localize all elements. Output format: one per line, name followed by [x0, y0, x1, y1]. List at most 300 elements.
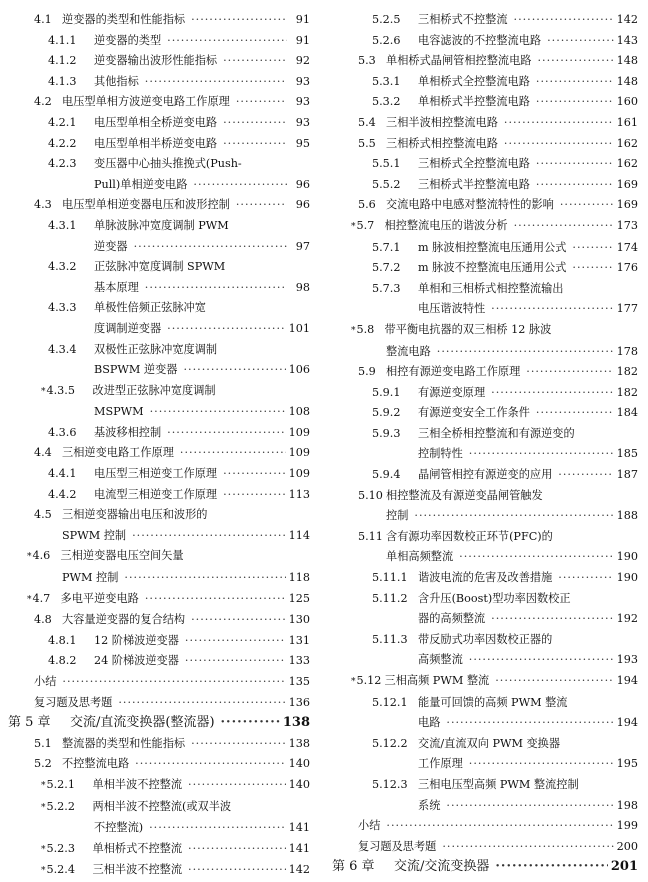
toc-entry[interactable] — [332, 424, 638, 465]
toc-entry[interactable] — [8, 443, 310, 464]
dot-leader — [145, 72, 287, 93]
section-title: 24 阶梯波逆变器 — [94, 654, 179, 668]
section-title: 含升压(Boost)型功率因数校正 — [418, 591, 571, 605]
section-number: 5.2.5 — [372, 13, 401, 26]
page-number: 177 — [616, 302, 638, 316]
section-title: 晶闸管相控有源逆变的应用 — [418, 468, 553, 482]
page-number: 131 — [288, 633, 310, 647]
section-title: m 脉波相控整流电压通用公式 — [418, 240, 567, 254]
dot-leader — [491, 383, 614, 404]
dot-leader — [504, 113, 614, 134]
page-number: 136 — [288, 695, 310, 709]
section-number: 5.2.1 — [46, 777, 75, 791]
toc-entry[interactable] — [332, 383, 638, 404]
dot-leader — [132, 526, 286, 547]
toc-entry[interactable] — [8, 257, 310, 298]
section-title: 有源逆变原理 — [418, 385, 486, 399]
page-number: 140 — [288, 757, 310, 771]
toc-entry[interactable] — [8, 464, 310, 485]
toc-entry[interactable] — [8, 651, 310, 672]
section-number: 5.2.4 — [46, 863, 75, 877]
dot-leader — [236, 92, 287, 113]
section-title-continued: 单相高频整流 — [386, 550, 454, 564]
dot-leader — [191, 734, 286, 755]
page-number: 199 — [616, 819, 638, 833]
dot-leader — [560, 195, 614, 216]
page-number: 176 — [616, 261, 638, 275]
dot-leader — [124, 568, 285, 589]
section-number: 5.12.3 — [372, 777, 408, 791]
page-number: 138 — [282, 715, 310, 731]
toc-entry[interactable] — [332, 693, 638, 734]
dot-leader — [536, 92, 614, 113]
toc-entry[interactable] — [332, 734, 638, 775]
toc-entry[interactable] — [332, 671, 638, 693]
toc-entry[interactable] — [8, 589, 310, 611]
page-number: 93 — [295, 115, 310, 129]
section-number: 5.5.1 — [372, 157, 401, 171]
section-title: 交流/交流变换器 — [394, 859, 490, 875]
page-number: 198 — [616, 798, 638, 812]
page-number: 182 — [616, 365, 638, 379]
page-number: 185 — [616, 447, 638, 461]
toc-entry[interactable] — [332, 837, 638, 858]
optional-marker: * — [41, 386, 46, 397]
section-title: 电压型三相逆变工作原理 — [94, 467, 218, 481]
toc-entry[interactable] — [8, 485, 310, 506]
dot-leader — [223, 464, 286, 485]
section-title: 三相全桥相控整流和有源逆变的 — [418, 426, 575, 440]
dot-leader — [145, 278, 287, 299]
page-number: 95 — [295, 136, 310, 150]
dot-leader — [167, 31, 287, 52]
page-number: 200 — [616, 839, 638, 853]
section-title-continued: 控制特性 — [418, 447, 463, 461]
dot-leader — [536, 154, 614, 175]
page-number: 91 — [295, 33, 310, 47]
page-number: 201 — [610, 859, 638, 875]
section-title-continued: 电路 — [418, 716, 441, 730]
toc-entry[interactable] — [8, 797, 310, 839]
page-number: 193 — [616, 653, 638, 667]
section-title: 电压型单相方波逆变电路工作原理 — [62, 95, 230, 109]
section-number: 5.6 — [358, 198, 376, 212]
dot-leader — [223, 485, 286, 506]
page-number: 141 — [288, 841, 310, 855]
section-title: 单相桥式不控整流 — [92, 841, 183, 855]
toc-entry[interactable] — [332, 465, 638, 486]
page-number: 114 — [288, 528, 310, 542]
page-number: 178 — [616, 344, 638, 358]
section-number: 5.4 — [358, 115, 376, 129]
page-number: 192 — [616, 612, 638, 626]
toc-entry[interactable] — [8, 734, 310, 755]
toc-entry[interactable] — [8, 216, 310, 257]
dot-leader — [437, 342, 614, 363]
toc-entry[interactable] — [8, 423, 310, 444]
page-number: 169 — [616, 177, 638, 191]
page-number: 109 — [288, 425, 310, 439]
section-title: 交流/直流变换器(整流器) — [70, 715, 215, 731]
optional-marker: * — [351, 677, 356, 687]
toc-entry[interactable] — [332, 113, 638, 134]
toc-entry[interactable] — [332, 362, 638, 383]
section-title-continued: Pull)单相逆变电路 — [94, 177, 188, 191]
toc-entry[interactable] — [8, 505, 310, 546]
page-number: 174 — [616, 240, 638, 254]
section-number: 5.11 — [358, 529, 383, 543]
section-title: 复习题及思考题 — [34, 695, 113, 709]
toc-entry[interactable] — [8, 31, 310, 52]
dot-leader — [167, 319, 286, 340]
optional-marker: * — [351, 325, 356, 336]
section-number: 4.3 — [34, 198, 52, 212]
section-title-continued: PWM 控制 — [62, 571, 119, 585]
dot-leader — [386, 816, 613, 837]
page-number: 113 — [288, 487, 310, 501]
section-number: 4.1.1 — [48, 33, 77, 47]
section-title: 相控整流电压的谐波分析 — [384, 218, 508, 232]
page-number: 188 — [616, 509, 638, 523]
page-number: 109 — [288, 446, 310, 460]
section-number: 5.7 — [356, 218, 375, 232]
toc-entry[interactable] — [332, 403, 638, 424]
section-title: 电压型单相逆变器电压和波形控制 — [62, 198, 230, 212]
page-number: 135 — [288, 675, 310, 688]
section-number: 4.3.3 — [48, 301, 77, 315]
section-title: 整流器的类型和性能指标 — [62, 736, 186, 750]
page-number: 182 — [616, 385, 638, 399]
dot-leader — [469, 754, 614, 775]
section-title: 三相电压型高频 PWM 整流控制 — [418, 777, 579, 791]
page-number: 169 — [616, 198, 638, 212]
toc-left-column — [8, 10, 310, 882]
toc-entry[interactable] — [8, 754, 310, 775]
section-number: 4.5 — [34, 508, 52, 522]
dot-leader — [469, 444, 614, 465]
section-title: 三相半波不控整流 — [92, 863, 183, 877]
toc-entry[interactable] — [8, 631, 310, 652]
section-title: 复习题及思考题 — [358, 839, 437, 853]
page-number: 98 — [295, 280, 310, 294]
section-number: 4.2.3 — [48, 157, 77, 171]
toc-entry[interactable] — [332, 589, 638, 630]
section-title: 能量可回馈的高频 PWM 整流 — [418, 695, 568, 709]
page-number: 162 — [616, 157, 638, 171]
section-title-continued: 基本原理 — [94, 280, 139, 294]
section-title-continued: 逆变器 — [94, 239, 128, 253]
toc-entry[interactable] — [8, 10, 310, 31]
page-number: 91 — [295, 13, 310, 26]
page-number: 187 — [616, 468, 638, 482]
dot-leader — [185, 651, 286, 672]
section-title: 小结 — [358, 819, 381, 833]
section-number: 5.9.3 — [372, 426, 401, 440]
page-number: 125 — [288, 591, 310, 605]
toc-entry[interactable] — [332, 175, 638, 196]
page-number: 97 — [295, 239, 310, 253]
section-title: 三相逆变器电压空间矢量 — [60, 549, 184, 563]
section-title: 逆变器输出波形性能指标 — [94, 54, 218, 68]
toc-right-column — [332, 10, 638, 878]
page-number: 109 — [288, 467, 310, 481]
section-number: 5.5 — [358, 136, 376, 150]
dot-leader — [167, 423, 286, 444]
chapter-number: 第 5 章 — [8, 715, 51, 731]
section-number: 4.3.6 — [48, 425, 77, 439]
dot-leader — [185, 631, 286, 652]
section-title-continued: 不控整流) — [94, 821, 144, 835]
section-title: 基波移相控制 — [94, 425, 162, 439]
toc-entry[interactable] — [332, 320, 638, 362]
section-title: 三相桥式不控整流 — [418, 13, 508, 26]
section-number: 4.4 — [34, 446, 52, 460]
section-title: 单相桥式半控整流电路 — [418, 95, 530, 109]
toc-entry[interactable] — [332, 195, 638, 216]
section-number: 5.5.2 — [372, 177, 401, 191]
section-number: 5.12 — [356, 674, 382, 687]
toc-entry[interactable] — [332, 92, 638, 113]
section-number: 4.7 — [32, 591, 51, 605]
dot-leader — [236, 195, 287, 216]
section-title: 交流电路中电感对整流特性的影响 — [386, 198, 554, 212]
page-number: 148 — [616, 74, 638, 88]
section-title-continued: 高频整流 — [418, 653, 463, 667]
toc-entry[interactable] — [8, 546, 310, 588]
section-number: 4.4.2 — [48, 487, 77, 501]
page-number: 101 — [288, 321, 310, 335]
section-number: 4.2 — [34, 95, 52, 109]
dot-leader — [514, 216, 614, 237]
toc-entry[interactable] — [8, 860, 310, 882]
page-number: 194 — [616, 674, 638, 687]
section-title: 三相半波相控整流电路 — [386, 115, 498, 129]
section-number: 5.2.6 — [372, 33, 401, 47]
toc-entry[interactable] — [332, 216, 638, 238]
toc-entry[interactable] — [8, 693, 310, 714]
section-number: 4.8 — [34, 613, 52, 627]
toc-entry[interactable] — [332, 238, 638, 259]
section-title: 带反励式功率因数校正器的 — [418, 632, 553, 646]
section-title: 有源逆变安全工作条件 — [418, 406, 530, 420]
page-number: 162 — [616, 136, 638, 150]
section-title: 逆变器的类型和性能指标 — [62, 13, 186, 26]
section-title: 多电平逆变电路 — [60, 591, 139, 605]
section-title: 电流型三相逆变工作原理 — [94, 487, 218, 501]
toc-entry[interactable] — [8, 195, 310, 216]
section-title: 单相桥式全控整流电路 — [418, 74, 530, 88]
toc-entry[interactable] — [332, 775, 638, 816]
toc-entry[interactable] — [8, 298, 310, 339]
dot-leader — [491, 609, 614, 630]
page-number: 130 — [288, 613, 310, 627]
section-title: 带平衡电抗器的双三相桥 12 脉波 — [384, 322, 552, 336]
dot-leader — [469, 650, 614, 671]
section-number: 5.7.1 — [372, 240, 401, 254]
optional-marker: * — [41, 780, 46, 791]
toc-entry[interactable] — [8, 113, 310, 134]
section-title: 不控整流电路 — [62, 757, 130, 771]
section-title: 单极性倍频正弦脉冲宽 — [94, 301, 206, 315]
section-title-continued: 工作原理 — [418, 757, 463, 771]
dot-leader — [414, 506, 613, 527]
section-number: 4.3.1 — [48, 218, 77, 232]
section-title: 相控整流及有源逆变晶闸管触发 — [386, 488, 543, 502]
dot-leader — [118, 693, 285, 714]
section-title: 小结 — [34, 675, 57, 688]
toc-entry[interactable] — [332, 527, 638, 568]
toc-entry[interactable] — [332, 72, 638, 93]
section-number: 5.9.1 — [372, 385, 401, 399]
section-title: 正弦脉冲宽度调制 SPWM — [94, 260, 226, 274]
dot-leader — [223, 113, 287, 134]
toc-entry[interactable] — [8, 51, 310, 72]
dot-leader — [446, 796, 613, 817]
dot-leader — [537, 51, 613, 72]
section-number: 5.9.2 — [372, 406, 401, 420]
section-number: 5.9.4 — [372, 468, 401, 482]
section-title-continued: 器的高频整流 — [418, 612, 486, 626]
section-number: 4.2.1 — [48, 115, 77, 129]
dot-leader — [193, 175, 287, 196]
dot-leader — [558, 568, 613, 589]
dot-leader — [150, 402, 286, 423]
section-number: 4.1 — [34, 13, 52, 26]
section-title: 电压型单相半桥逆变电路 — [94, 136, 218, 150]
dot-leader — [459, 547, 614, 568]
toc-entry[interactable] — [8, 340, 310, 381]
toc-entry[interactable] — [332, 31, 638, 52]
section-title: 电容滤波的不控整流电路 — [418, 33, 542, 47]
dot-leader — [514, 10, 614, 31]
dot-leader — [504, 134, 614, 155]
section-title-continued: MSPWM — [94, 405, 144, 419]
section-title: 12 阶梯波逆变器 — [94, 633, 179, 647]
section-number: 5.3 — [358, 54, 376, 68]
section-title: 三相桥式相控整流电路 — [386, 136, 498, 150]
section-title: 单相半波不控整流 — [92, 777, 183, 791]
toc-entry[interactable] — [332, 816, 638, 837]
section-title: m 脉波不控整流电压通用公式 — [418, 261, 567, 275]
toc-entry[interactable] — [8, 72, 310, 93]
section-number: 4.8.2 — [48, 654, 77, 668]
section-title: 单脉波脉冲宽度调制 PWM — [94, 218, 229, 232]
section-title: 三相逆变器输出电压和波形的 — [62, 508, 208, 522]
section-title: 相控有源逆变电路工作原理 — [386, 365, 521, 379]
section-number: 5.2 — [34, 757, 52, 771]
section-title: 谐波电流的危害及改善措施 — [418, 571, 553, 585]
section-number: 4.8.1 — [48, 633, 77, 647]
section-number: 5.11.3 — [372, 632, 408, 646]
page-number: 194 — [616, 716, 638, 730]
toc-entry[interactable] — [8, 154, 310, 195]
section-number: 5.1 — [34, 736, 52, 750]
section-title: 含有源功率因数校正环节(PFC)的 — [386, 529, 553, 543]
section-number: 5.2.3 — [46, 841, 75, 855]
toc-entry[interactable] — [8, 672, 310, 693]
dot-leader — [221, 713, 280, 734]
toc-entry[interactable] — [332, 258, 638, 279]
section-title: 三相桥式全控整流电路 — [418, 157, 530, 171]
toc-entry[interactable] — [8, 381, 310, 423]
page-number: 138 — [288, 736, 310, 750]
section-title: 变压器中心抽头推挽式(Push- — [94, 157, 242, 171]
section-number: 5.12.2 — [372, 736, 408, 750]
page-number: 148 — [616, 54, 638, 68]
page-number: 141 — [288, 821, 310, 835]
toc-entry[interactable] — [8, 610, 310, 631]
section-number: 4.2.2 — [48, 136, 77, 150]
toc-entry[interactable] — [332, 279, 638, 320]
toc-entry[interactable] — [332, 51, 638, 72]
dot-leader — [495, 671, 613, 692]
page-number: 184 — [616, 406, 638, 420]
page-number: 190 — [616, 550, 638, 564]
optional-marker: * — [41, 802, 46, 813]
dot-leader — [536, 175, 614, 196]
dot-leader — [135, 754, 286, 775]
section-title: 三相逆变电路工作原理 — [62, 446, 174, 460]
section-number: 4.3.5 — [46, 383, 75, 397]
toc-entry[interactable] — [8, 839, 310, 861]
page-number: 173 — [616, 218, 638, 232]
toc-chapter-entry[interactable] — [332, 857, 638, 878]
toc-entry[interactable] — [332, 134, 638, 155]
section-number: 5.3.2 — [372, 95, 401, 109]
toc-entry[interactable] — [8, 92, 310, 113]
dot-leader — [191, 610, 286, 631]
dot-leader — [149, 818, 286, 839]
section-title-continued: 系统 — [418, 798, 441, 812]
optional-marker: * — [27, 594, 32, 605]
section-number: 5.7.3 — [372, 281, 401, 295]
page-number: 96 — [295, 198, 310, 212]
page-number: 93 — [295, 95, 310, 109]
section-title-continued: BSPWM 逆变器 — [94, 363, 178, 377]
section-number: 5.7.2 — [372, 261, 401, 275]
dot-leader — [191, 10, 287, 31]
dot-leader — [188, 775, 286, 796]
page-number: 195 — [616, 757, 638, 771]
page-number: 118 — [288, 571, 310, 585]
toc-chapter-entry[interactable] — [8, 713, 310, 734]
toc-entry[interactable] — [332, 630, 638, 671]
dot-leader — [223, 51, 287, 72]
toc-entry[interactable] — [332, 486, 638, 527]
page-number: 133 — [288, 654, 310, 668]
section-title: 电压型单相全桥逆变电路 — [94, 115, 218, 129]
section-title: 三相桥式半控整流电路 — [418, 177, 530, 191]
dot-leader — [62, 672, 285, 693]
section-number: 5.10 — [358, 488, 383, 502]
toc-entry[interactable] — [332, 10, 638, 31]
toc-entry[interactable] — [332, 568, 638, 589]
section-number: 5.8 — [356, 322, 375, 336]
section-number: 4.3.2 — [48, 260, 77, 274]
section-title-continued: SPWM 控制 — [62, 528, 127, 542]
dot-leader — [442, 837, 613, 858]
toc-entry[interactable] — [332, 154, 638, 175]
dot-leader — [134, 237, 287, 258]
toc-entry[interactable] — [8, 775, 310, 797]
section-title-continued: 整流电路 — [386, 344, 431, 358]
page-number: 143 — [616, 33, 638, 47]
toc-entry[interactable] — [8, 134, 310, 155]
optional-marker: * — [351, 221, 356, 232]
dot-leader — [446, 713, 613, 734]
section-title-continued: 电压谐波特性 — [418, 302, 486, 316]
section-number: 4.6 — [32, 549, 51, 563]
